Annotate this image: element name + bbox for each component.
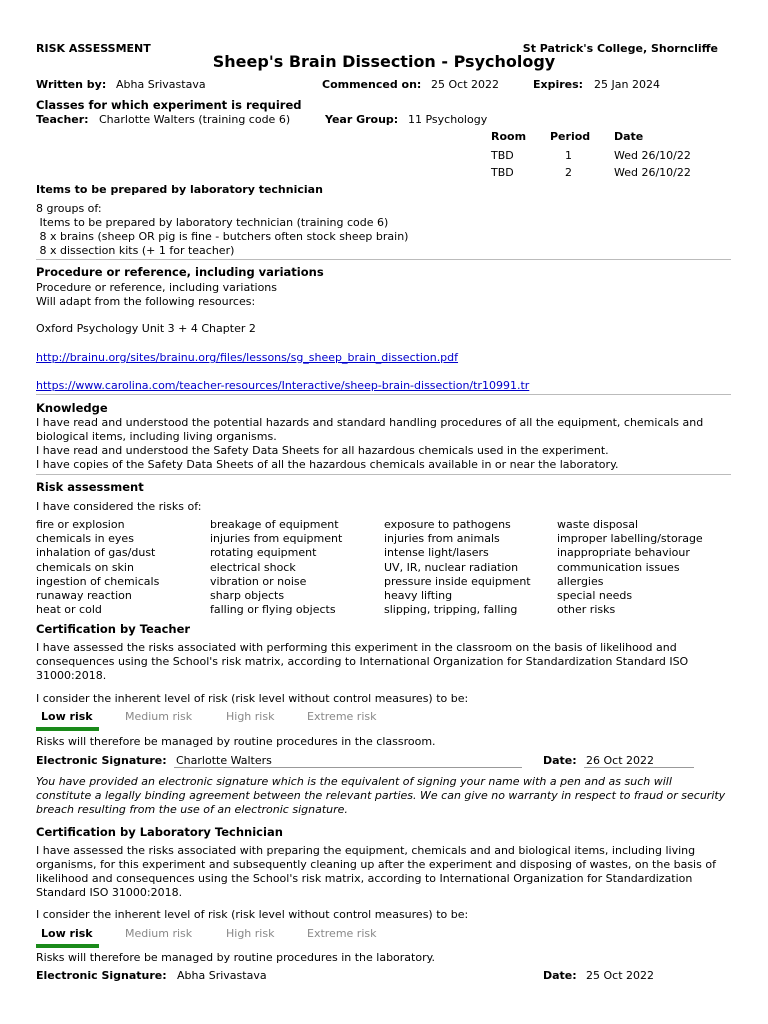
teacher-managed-text: Risks will therefore be managed by routine procedures in the classroom. bbox=[36, 735, 436, 748]
procedure-text: Will adapt from the following resources: bbox=[36, 295, 256, 308]
teacher-label: Teacher: bbox=[36, 113, 89, 126]
teacher-value: Charlotte Walters (training code 6) bbox=[99, 113, 291, 126]
risk-level-low[interactable]: Low risk bbox=[41, 710, 93, 723]
school-name: St Patrick's College, Shorncliffe bbox=[522, 42, 718, 55]
risk-item: chemicals in eyes bbox=[36, 532, 134, 546]
items-line: Items to be prepared by laboratory technician (training code 6) bbox=[36, 216, 389, 229]
year-group-value: 11 Psychology bbox=[408, 113, 488, 126]
resource-link-carolina[interactable]: https://www.carolina.com/teacher-resources/Interactive/sheep-brain-dissection/tr10991.tr bbox=[36, 379, 530, 392]
risk-item: communication issues bbox=[557, 560, 680, 574]
risk-item: allergies bbox=[557, 574, 604, 588]
expires-label: Expires: bbox=[533, 78, 584, 91]
risk-item: inappropriate behaviour bbox=[557, 546, 690, 560]
teacher-signature: Charlotte Walters bbox=[176, 754, 272, 767]
procedure-text: Procedure or reference, including variations bbox=[36, 281, 277, 294]
risk-item: fire or explosion bbox=[36, 518, 125, 531]
divider bbox=[36, 474, 731, 475]
risk-item: chemicals on skin bbox=[36, 560, 134, 574]
tech-signature-label: Electronic Signature: bbox=[36, 969, 167, 982]
risk-item: vibration or noise bbox=[210, 574, 307, 588]
tech-date: 25 Oct 2022 bbox=[586, 969, 655, 982]
tech-cert-heading: Certification by Laboratory Technician bbox=[36, 825, 283, 839]
risk-level-high[interactable]: High risk bbox=[226, 927, 275, 940]
knowledge-heading: Knowledge bbox=[36, 401, 108, 415]
risk-item: injuries from equipment bbox=[210, 532, 343, 546]
period-cell: 2 bbox=[565, 166, 572, 179]
teacher-cert-text: I have assessed the risks associated with performing this experiment in the classroom on the basis of likelihood and consequences using the School's risk matrix, according to International Organization for Standardization Standard ISO 31000:2018. bbox=[36, 641, 689, 682]
risk-item: special needs bbox=[557, 589, 633, 602]
risk-item: intense light/lasers bbox=[384, 546, 489, 560]
risk-item: UV, IR, nuclear radiation bbox=[384, 560, 519, 574]
signature-line bbox=[174, 767, 522, 768]
written-by-label: Written by: bbox=[36, 78, 107, 91]
tech-managed-text: Risks will therefore be managed by routine procedures in the laboratory. bbox=[36, 951, 436, 964]
risk-item: breakage of equipment bbox=[210, 518, 339, 531]
risk-item: runaway reaction bbox=[36, 589, 132, 602]
teacher-date-label: Date: bbox=[543, 754, 577, 767]
year-group-label: Year Group: bbox=[325, 113, 399, 126]
risk-item: injuries from animals bbox=[384, 532, 500, 546]
knowledge-text: I have read and understood the potential hazards and standard handling procedures of all the equipment, chemicals and biological items, including living organisms. bbox=[36, 416, 704, 443]
doc-label: RISK ASSESSMENT bbox=[36, 42, 151, 55]
classes-heading: Classes for which experiment is required bbox=[36, 98, 302, 112]
risk-level-low[interactable]: Low risk bbox=[41, 927, 93, 940]
procedure-text: Oxford Psychology Unit 3 + 4 Chapter 2 bbox=[36, 322, 256, 335]
expires-value: 25 Jan 2024 bbox=[594, 78, 660, 91]
risk-heading: Risk assessment bbox=[36, 480, 144, 494]
risk-item: sharp objects bbox=[210, 589, 285, 602]
risk-level-extreme[interactable]: Extreme risk bbox=[307, 710, 377, 723]
items-line: 8 groups of: bbox=[36, 202, 102, 215]
knowledge-text: I have read and understood the Safety Data Sheets for all hazardous chemicals used in the experiment. bbox=[36, 444, 609, 457]
risk-item: ingestion of chemicals bbox=[36, 574, 160, 588]
signature-disclaimer: You have provided an electronic signature which is the equivalent of signing your name with a pen and as such will constitute a legally binding agreement between the relevant parties. We can give no warranty in respect to fraud or security breach resulting from the use of an electronic signature. bbox=[36, 775, 726, 816]
risk-item: improper labelling/storage bbox=[557, 532, 703, 546]
risk-level-medium[interactable]: Medium risk bbox=[125, 927, 193, 940]
risk-item: pressure inside equipment bbox=[384, 574, 531, 588]
risk-level-medium[interactable]: Medium risk bbox=[125, 710, 193, 723]
risk-item: other risks bbox=[557, 603, 616, 617]
date-cell: Wed 26/10/22 bbox=[614, 166, 691, 179]
selected-level-underline bbox=[36, 727, 99, 731]
risk-item: rotating equipment bbox=[210, 546, 317, 560]
teacher-date: 26 Oct 2022 bbox=[586, 754, 655, 767]
items-heading: Items to be prepared by laboratory technician bbox=[36, 183, 323, 196]
risk-level-high[interactable]: High risk bbox=[226, 710, 275, 723]
risk-item: waste disposal bbox=[557, 518, 639, 531]
procedure-heading: Procedure or reference, including variations bbox=[36, 265, 324, 279]
risk-item: heavy lifting bbox=[384, 589, 453, 602]
risk-item: inhalation of gas/dust bbox=[36, 546, 156, 560]
divider bbox=[36, 394, 731, 395]
items-line: 8 x brains (sheep OR pig is fine - butchers often stock sheep brain) bbox=[36, 230, 409, 243]
col-room: Room bbox=[491, 130, 527, 143]
risk-level-prompt: I consider the inherent level of risk (risk level without control measures) to be: bbox=[36, 908, 469, 921]
col-period: Period bbox=[550, 130, 591, 143]
col-date: Date bbox=[614, 130, 644, 143]
risk-item: heat or cold bbox=[36, 603, 102, 617]
room-cell: TBD bbox=[491, 166, 514, 179]
tech-cert-text: I have assessed the risks associated with preparing the equipment, chemicals and and biological items, including living organisms, for this experiment and subsequently cleaning up after the experiment and disposing of wastes, on the basis of likelihood and consequences using the School's risk matrix, according to International Organization for Standardization Standard ISO 31000:2018. bbox=[36, 844, 716, 899]
items-line: 8 x dissection kits (+ 1 for teacher) bbox=[36, 244, 235, 257]
commenced-label: Commenced on: bbox=[322, 78, 422, 91]
room-cell: TBD bbox=[491, 149, 514, 162]
date-line bbox=[584, 767, 694, 768]
tech-signature: Abha Srivastava bbox=[177, 969, 267, 982]
date-cell: Wed 26/10/22 bbox=[614, 149, 691, 162]
risk-level-prompt: I consider the inherent level of risk (risk level without control measures) to be: bbox=[36, 692, 469, 705]
teacher-cert-heading: Certification by Teacher bbox=[36, 622, 191, 636]
resource-link-brainu[interactable]: http://brainu.org/sites/brainu.org/files/lessons/sg_sheep_brain_dissection.pdf bbox=[36, 351, 459, 364]
risk-intro: I have considered the risks of: bbox=[36, 500, 202, 513]
page-title: Sheep's Brain Dissection - Psychology bbox=[212, 52, 556, 71]
written-by-value: Abha Srivastava bbox=[116, 78, 206, 91]
selected-level-underline bbox=[36, 944, 99, 948]
risk-level-extreme[interactable]: Extreme risk bbox=[307, 927, 377, 940]
divider bbox=[36, 259, 731, 260]
risk-item: slipping, tripping, falling bbox=[384, 603, 518, 617]
period-cell: 1 bbox=[565, 149, 572, 162]
risk-item: exposure to pathogens bbox=[384, 518, 511, 531]
teacher-signature-label: Electronic Signature: bbox=[36, 754, 167, 767]
risk-item: falling or flying objects bbox=[210, 603, 336, 617]
tech-date-label: Date: bbox=[543, 969, 577, 982]
commenced-value: 25 Oct 2022 bbox=[431, 78, 500, 91]
knowledge-text: I have copies of the Safety Data Sheets of all the hazardous chemicals available in or near the laboratory. bbox=[36, 458, 619, 471]
risk-item: electrical shock bbox=[210, 560, 296, 574]
